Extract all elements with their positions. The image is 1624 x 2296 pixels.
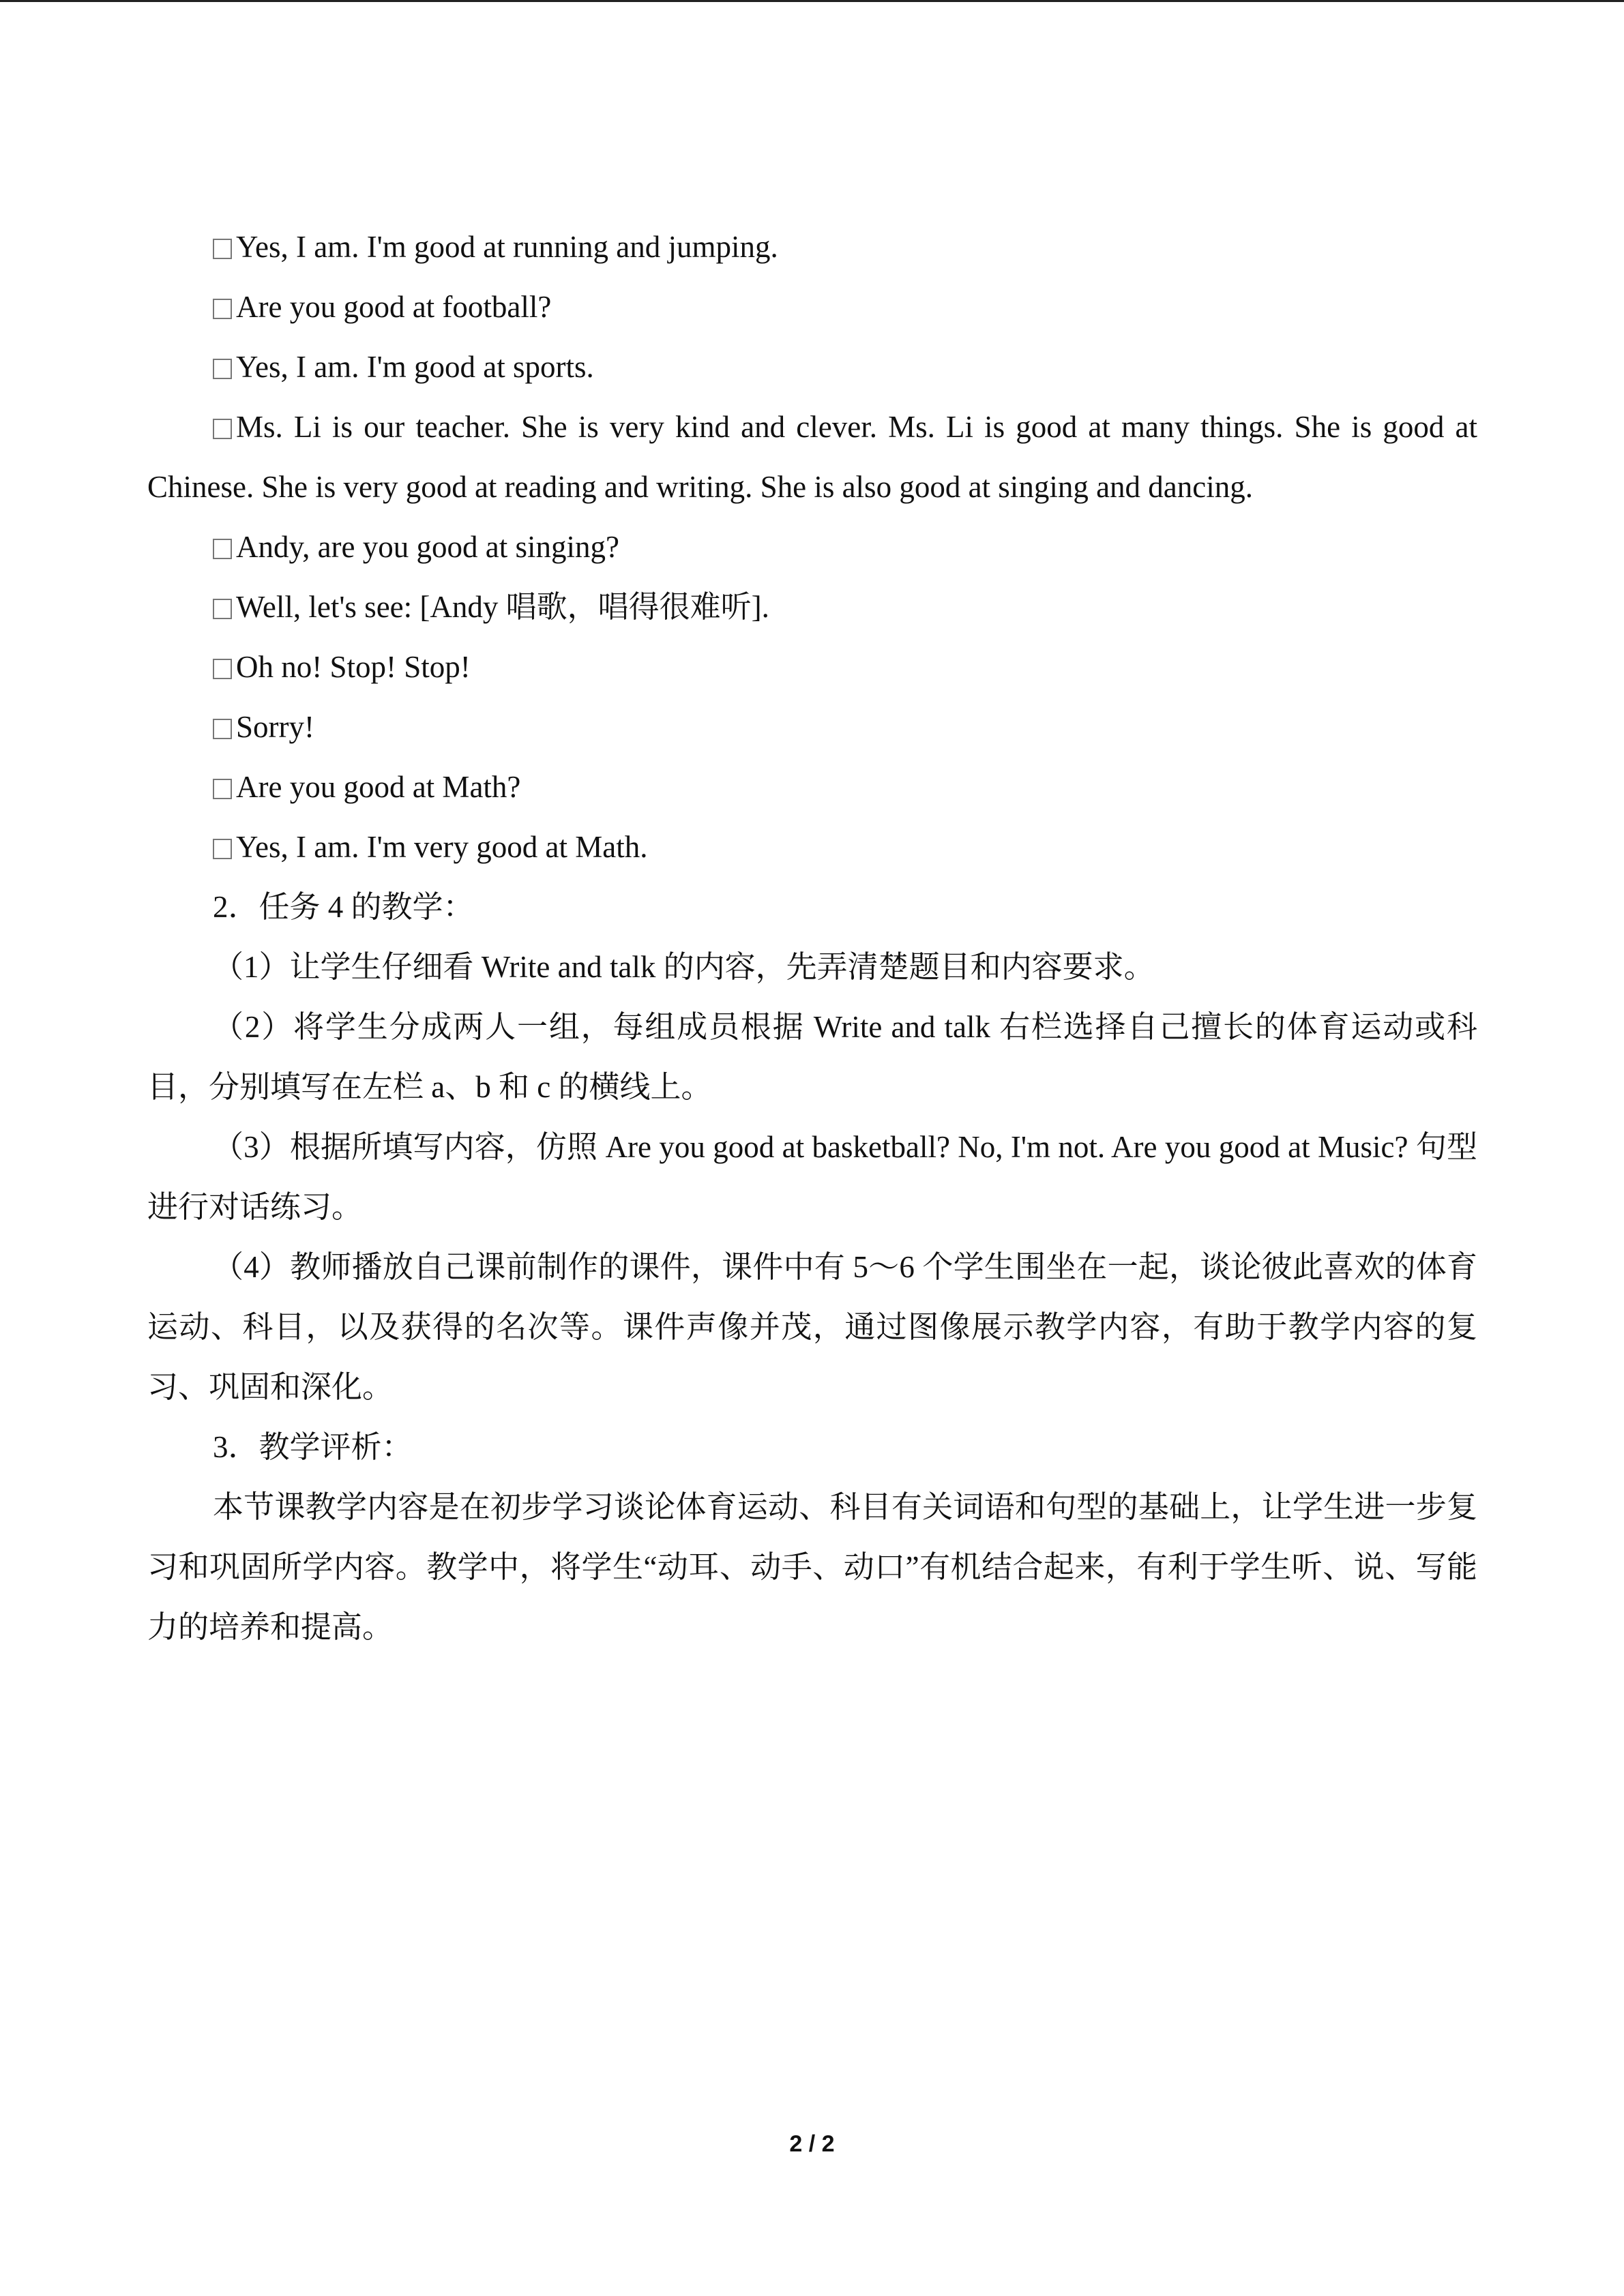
dialogue-line: Well, let's see: [Andy 唱歌，唱得很难听]. xyxy=(147,577,1477,637)
analysis-paragraph: 本节课教学内容是在初步学习谈论体育运动、科目有关词语和句型的基础上，让学生进一步复习和巩固所学内容。教学中，将学生“动耳、动手、动口”有机结合起来，有利于学生听、说、写能力的培养和提高。 xyxy=(147,1490,1477,1644)
step-paragraph: （1）让学生仔细看 Write and talk 的内容，先弄清楚题目和内容要求。 xyxy=(213,950,1155,984)
checkbox-glyph xyxy=(213,719,232,739)
step-paragraph: （4）教师播放自己课前制作的课件，课件中有 5～6 个学生围坐在一起，谈论彼此喜欢的体育运动、科目，以及获得的名次等。课件声像并茂，通过图像展示教学内容，有助于教学内容的复习、巩固和深化。 xyxy=(147,1250,1477,1404)
dialogue-line: Ms. Li is our teacher. She is very kind and clever. Ms. Li is good at many things. She is good at Chinese. She is very good at reading and writing. She is also good at singing and dancing. xyxy=(147,410,1477,504)
checkbox-glyph xyxy=(213,659,232,679)
dialogue-line: Yes, I am. I'm good at sports. xyxy=(147,337,1477,397)
step-paragraph: （3）根据所填写内容，仿照 Are you good at basketball? No, I'm not. Are you good at Music? 句型进行对话练习。 xyxy=(147,1130,1477,1224)
dialogue-line: Are you good at Math? xyxy=(147,757,1477,817)
dialogue-line: Are you good at football? xyxy=(147,277,1477,337)
checkbox-glyph xyxy=(213,419,232,439)
section-heading: 2．任务 4 的教学： xyxy=(213,890,474,924)
checkbox-glyph xyxy=(213,839,232,859)
dialogue-line: Yes, I am. I'm very good at Math. xyxy=(147,817,1477,877)
page-number: 2 / 2 xyxy=(789,2131,835,2157)
dialogue-line: Yes, I am. I'm good at running and jumping. xyxy=(147,217,1477,277)
checkbox-glyph xyxy=(213,599,232,619)
step-paragraph: （2）将学生分成两人一组，每组成员根据 Write and talk 右栏选择自己擅长的体育运动或科目，分别填写在左栏 a、b 和 c 的横线上。 xyxy=(147,1010,1477,1104)
section-heading: 3．教学评析： xyxy=(213,1430,413,1464)
top-border xyxy=(0,0,1624,2)
document-body xyxy=(147,217,1477,1657)
dialogue-line: Andy, are you good at singing? xyxy=(147,517,1477,577)
checkbox-glyph xyxy=(213,779,232,799)
checkbox-glyph xyxy=(213,359,232,379)
checkbox-glyph xyxy=(213,539,232,559)
dialogue-line: Sorry! xyxy=(147,697,1477,757)
checkbox-glyph xyxy=(213,239,232,259)
dialogue-line: Oh no! Stop! Stop! xyxy=(147,637,1477,697)
checkbox-glyph xyxy=(213,299,232,319)
